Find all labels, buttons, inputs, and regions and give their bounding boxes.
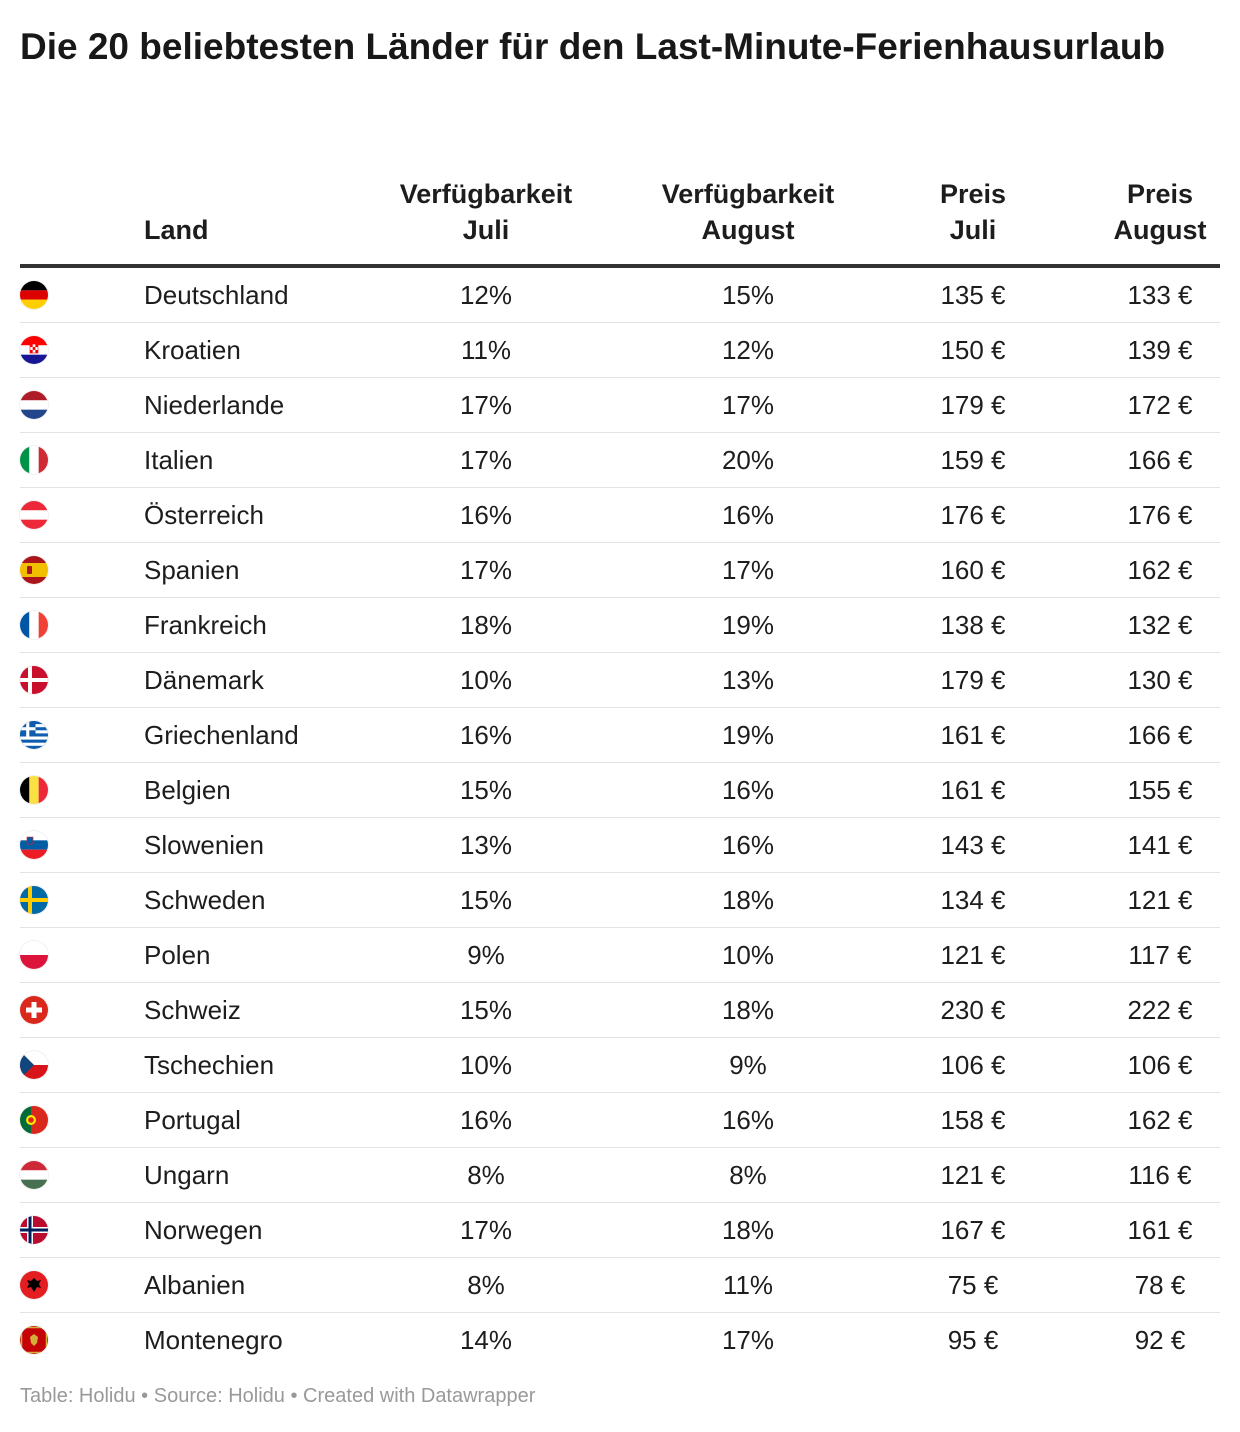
de-flag-icon	[20, 281, 48, 309]
cell-avail-august: 18%	[721, 1215, 775, 1245]
cell-price-august: 162 €	[1127, 555, 1193, 585]
cell-price-august: 166 €	[1127, 445, 1193, 475]
table-row	[20, 268, 1220, 323]
me-flag-icon	[20, 1326, 48, 1354]
cell-price-july: 159 €	[940, 445, 1006, 475]
cell-country: Belgien	[144, 775, 231, 805]
table-row	[20, 653, 1220, 708]
cell-avail-july: 9%	[467, 940, 505, 970]
cell-avail-july: 14%	[459, 1325, 513, 1355]
cell-country: Dänemark	[144, 665, 264, 695]
table-row	[20, 983, 1220, 1038]
cell-avail-july: 18%	[459, 610, 513, 640]
column-header-line-2: August	[701, 215, 795, 245]
cell-price-july: 161 €	[940, 720, 1006, 750]
cell-avail-august: 16%	[721, 500, 775, 530]
cell-avail-august: 11%	[722, 1270, 774, 1300]
table-row	[20, 1093, 1220, 1148]
cell-country: Tschechien	[144, 1050, 275, 1080]
cell-price-july: 161 €	[940, 775, 1006, 805]
se-flag-icon	[20, 886, 48, 914]
table-row	[20, 488, 1220, 543]
cell-price-july: 176 €	[940, 500, 1006, 530]
cell-price-august: 139 €	[1127, 335, 1193, 365]
cell-avail-july: 10%	[459, 1050, 513, 1080]
table-row	[20, 433, 1220, 488]
cell-country: Griechenland	[144, 720, 299, 750]
table-row	[20, 818, 1220, 873]
cell-price-july: 121 €	[940, 1160, 1006, 1190]
cell-price-july: 135 €	[940, 280, 1006, 310]
ch-flag-icon	[20, 996, 48, 1024]
table-body	[20, 268, 1220, 1367]
cell-country: Italien	[144, 445, 214, 475]
footer-credits: Table: Holidu • Source: Holidu • Created with Datawrapper	[20, 1385, 536, 1407]
cell-country: Polen	[144, 940, 211, 970]
cell-country: Frankreich	[144, 610, 267, 640]
cell-country: Österreich	[144, 500, 264, 530]
cell-avail-july: 11%	[460, 335, 512, 365]
cell-price-july: 150 €	[940, 335, 1006, 365]
al-flag-icon	[20, 1271, 48, 1299]
table-row	[20, 1313, 1220, 1367]
cell-avail-july: 8%	[467, 1270, 505, 1300]
no-flag-icon	[20, 1216, 48, 1244]
nl-flag-icon	[20, 391, 48, 419]
cell-country: Spanien	[144, 555, 240, 585]
column-header-price-august	[1030, 176, 1240, 248]
cell-avail-july: 17%	[459, 445, 513, 475]
cell-price-july: 160 €	[940, 555, 1006, 585]
cell-country: Albanien	[144, 1270, 246, 1300]
cell-price-august: 172 €	[1127, 390, 1193, 420]
table-row	[20, 323, 1220, 378]
cell-country: Niederlande	[144, 390, 285, 420]
cell-country: Portugal	[144, 1105, 241, 1135]
column-header-land	[144, 212, 209, 248]
cell-avail-july: 15%	[459, 885, 513, 915]
cell-avail-july: 17%	[459, 1215, 513, 1245]
cell-avail-august: 8%	[729, 1160, 767, 1190]
cell-price-august: 133 €	[1127, 280, 1193, 310]
cell-avail-july: 16%	[459, 500, 513, 530]
column-header-line-1: Verfügbarkeit	[661, 179, 835, 209]
table-row	[20, 543, 1220, 598]
table-row	[20, 378, 1220, 433]
cell-price-july: 138 €	[940, 610, 1006, 640]
dk-flag-icon	[20, 666, 48, 694]
cell-avail-july: 16%	[459, 720, 513, 750]
hr-flag-icon	[20, 336, 48, 364]
cell-avail-august: 9%	[729, 1050, 767, 1080]
cell-avail-july: 10%	[459, 665, 513, 695]
cell-avail-august: 19%	[721, 610, 775, 640]
cell-price-august: 141 €	[1127, 830, 1193, 860]
table-header	[20, 170, 1220, 268]
cell-price-july: 95 €	[947, 1325, 999, 1355]
gr-flag-icon	[20, 721, 48, 749]
column-header-line-2: Juli	[949, 215, 997, 245]
cell-avail-august: 19%	[721, 720, 775, 750]
table-row	[20, 1148, 1220, 1203]
cell-avail-july: 17%	[459, 555, 513, 585]
column-header-land-label: Land	[144, 215, 209, 245]
cell-price-july: 179 €	[940, 665, 1006, 695]
table-row	[20, 763, 1220, 818]
cell-avail-july: 15%	[459, 995, 513, 1025]
fr-flag-icon	[20, 611, 48, 639]
cell-avail-august: 16%	[721, 775, 775, 805]
cell-price-august: 78 €	[1134, 1270, 1186, 1300]
table-row	[20, 1038, 1220, 1093]
cell-avail-august: 17%	[721, 1325, 775, 1355]
cell-price-july: 167 €	[940, 1215, 1006, 1245]
column-header-line-2: Juli	[462, 215, 510, 245]
table-row	[20, 1203, 1220, 1258]
cell-avail-july: 12%	[459, 280, 513, 310]
column-header-avail-august	[618, 176, 878, 248]
column-header-line-1: Verfügbarkeit	[399, 179, 573, 209]
cell-avail-august: 20%	[721, 445, 775, 475]
cell-avail-august: 13%	[721, 665, 775, 695]
cell-price-july: 143 €	[940, 830, 1006, 860]
cell-country: Ungarn	[144, 1160, 230, 1190]
cell-avail-july: 17%	[459, 390, 513, 420]
column-header-avail-july	[356, 176, 616, 248]
cz-flag-icon	[20, 1051, 48, 1079]
cell-avail-august: 12%	[721, 335, 775, 365]
cell-avail-august: 15%	[721, 280, 775, 310]
cell-country: Deutschland	[144, 280, 289, 310]
table-row	[20, 873, 1220, 928]
cell-avail-august: 18%	[721, 885, 775, 915]
cell-price-august: 92 €	[1134, 1325, 1186, 1355]
cell-country: Slowenien	[144, 830, 264, 860]
cell-price-august: 166 €	[1127, 720, 1193, 750]
cell-price-july: 158 €	[940, 1105, 1006, 1135]
cell-avail-august: 18%	[721, 995, 775, 1025]
cell-price-july: 134 €	[940, 885, 1006, 915]
cell-price-july: 179 €	[940, 390, 1006, 420]
cell-avail-july: 13%	[459, 830, 513, 860]
cell-price-july: 75 €	[947, 1270, 999, 1300]
cell-country: Kroatien	[144, 335, 241, 365]
cell-price-august: 106 €	[1127, 1050, 1193, 1080]
cell-price-august: 117 €	[1128, 940, 1192, 970]
cell-country: Norwegen	[144, 1215, 263, 1245]
cell-price-august: 116 €	[1128, 1160, 1192, 1190]
cell-avail-august: 16%	[721, 830, 775, 860]
si-flag-icon	[20, 831, 48, 859]
cell-price-august: 176 €	[1127, 500, 1193, 530]
cell-avail-july: 15%	[459, 775, 513, 805]
pt-flag-icon	[20, 1106, 48, 1134]
cell-country: Schweden	[144, 885, 266, 915]
page-title: Die 20 beliebtesten Länder für den Last-Minute-Ferienhausurlaub	[20, 26, 1166, 67]
cell-price-august: 222 €	[1127, 995, 1193, 1025]
es-flag-icon	[20, 556, 48, 584]
at-flag-icon	[20, 501, 48, 529]
column-header-line-1: Preis	[1126, 179, 1194, 209]
table-row	[20, 708, 1220, 763]
cell-price-august: 132 €	[1127, 610, 1193, 640]
cell-price-july: 106 €	[940, 1050, 1006, 1080]
cell-avail-july: 16%	[459, 1105, 513, 1135]
cell-country: Montenegro	[144, 1325, 283, 1355]
pl-flag-icon	[20, 941, 48, 969]
cell-price-august: 155 €	[1127, 775, 1193, 805]
table-row	[20, 1258, 1220, 1313]
cell-price-july: 230 €	[940, 995, 1006, 1025]
cell-price-august: 121 €	[1127, 885, 1193, 915]
cell-avail-august: 17%	[721, 390, 775, 420]
table-row	[20, 598, 1220, 653]
cell-price-august: 130 €	[1127, 665, 1193, 695]
cell-price-august: 162 €	[1127, 1105, 1193, 1135]
cell-price-august: 161 €	[1127, 1215, 1193, 1245]
it-flag-icon	[20, 446, 48, 474]
cell-avail-august: 10%	[721, 940, 775, 970]
cell-avail-july: 8%	[467, 1160, 505, 1190]
table-row	[20, 928, 1220, 983]
cell-price-july: 121 €	[940, 940, 1006, 970]
cell-avail-august: 17%	[721, 555, 775, 585]
cell-country: Schweiz	[144, 995, 241, 1025]
be-flag-icon	[20, 776, 48, 804]
hu-flag-icon	[20, 1161, 48, 1189]
column-header-line-1: Preis	[939, 179, 1007, 209]
cell-avail-august: 16%	[721, 1105, 775, 1135]
column-header-line-2: August	[1113, 215, 1207, 245]
